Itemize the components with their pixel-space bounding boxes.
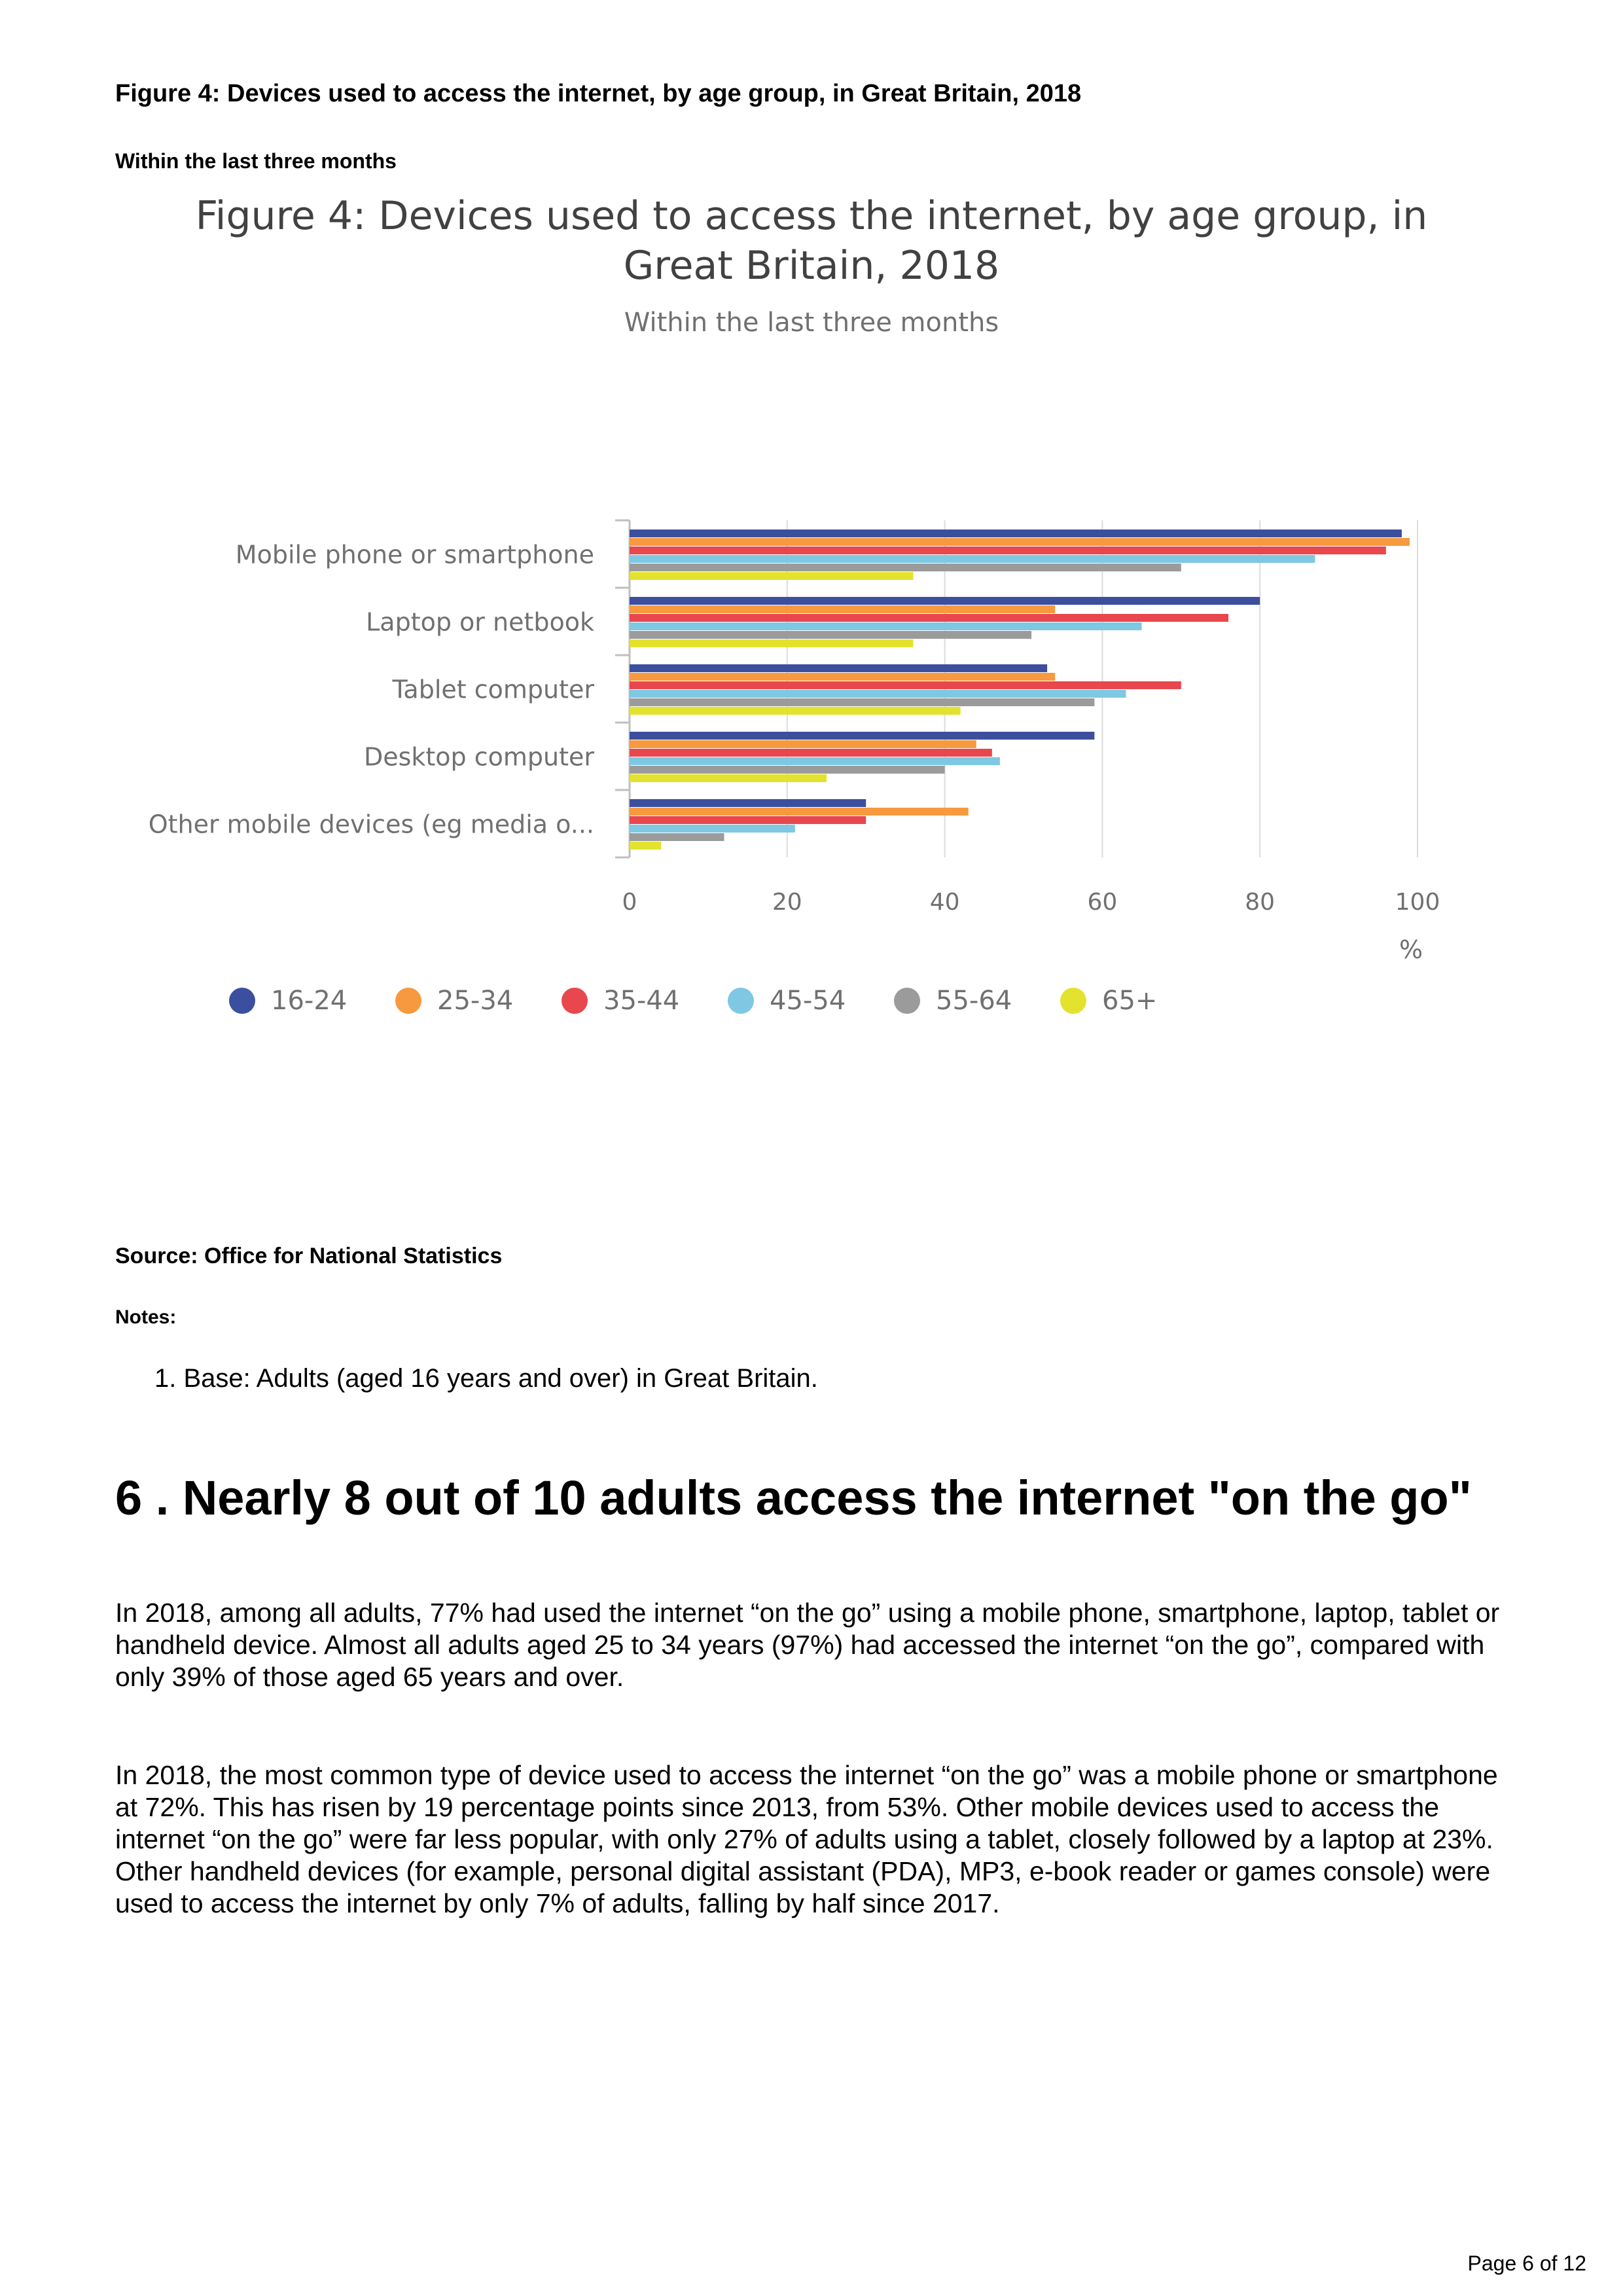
notes-heading: Notes: (115, 1306, 177, 1328)
legend-item (1060, 986, 1226, 1016)
bar (630, 766, 945, 774)
chart-legend (229, 986, 1226, 1016)
legend-label: 55-64 (936, 986, 1012, 1016)
legend-swatch (562, 988, 588, 1014)
bar (630, 732, 1094, 740)
bar (630, 690, 1126, 698)
bar (630, 799, 866, 807)
bar (630, 749, 992, 757)
legend-item (229, 986, 395, 1016)
y-category-label: Other mobile devices (eg media o... (148, 810, 594, 839)
bar (630, 833, 724, 841)
legend-swatch (894, 988, 920, 1014)
page-number: Page 6 of 12 (1467, 2251, 1586, 2275)
section-heading: 6 . Nearly 8 out of 10 adults access the internet "on the go" (115, 1471, 1472, 1525)
body-paragraph: In 2018, among all adults, 77% had used the internet “on the go” using a mobile phone, smartphone, laptop, tablet or handheld device. Almost all adults aged 25 to 34 years (97%) had accessed the internet “on the go”, compared with only 39% of those aged 65 years and over. (115, 1598, 1500, 1692)
legend-item (395, 986, 562, 1016)
legend-label: 65+ (1102, 986, 1158, 1016)
bar (630, 698, 1094, 706)
bar (630, 605, 1055, 613)
chart-title (0, 191, 1623, 291)
legend-item (894, 986, 1060, 1016)
bar-chart (0, 484, 1623, 969)
bar (630, 622, 1142, 630)
y-category-label: Tablet computer (392, 675, 594, 704)
chart-title-line-1: Figure 4: Devices used to access the internet, by age group, in (195, 193, 1428, 239)
figure-heading: Figure 4: Devices used to access the internet, by age group, in Great Britain, 2018 (115, 80, 1082, 107)
x-tick-label: 60 (1087, 889, 1118, 916)
bar (630, 564, 1181, 571)
bar (630, 825, 795, 833)
x-tick-label: 80 (1245, 889, 1275, 916)
chart-title-line-2: Great Britain, 2018 (623, 243, 1000, 289)
legend-label: 45-54 (770, 986, 846, 1016)
chart-subtitle: Within the last three months (624, 308, 999, 338)
bar (630, 529, 1402, 537)
x-tick-label: 20 (772, 889, 802, 916)
x-axis-label: % (1399, 935, 1423, 964)
bar (630, 842, 661, 850)
bar (630, 808, 969, 816)
legend-swatch (229, 988, 255, 1014)
bar (630, 538, 1410, 546)
bar (630, 740, 976, 748)
x-tick-label: 100 (1395, 889, 1440, 916)
bar (630, 673, 1055, 681)
legend-swatch (728, 988, 754, 1014)
bar (630, 816, 866, 824)
legend-label: 35-44 (603, 986, 680, 1016)
bar (630, 614, 1228, 622)
legend-item (562, 986, 728, 1016)
bar (630, 555, 1315, 563)
figure-subheading: Within the last three months (115, 149, 397, 173)
x-tick-label: 40 (929, 889, 960, 916)
source-note: Source: Office for National Statistics (115, 1244, 503, 1268)
y-category-label: Mobile phone or smartphone (235, 540, 594, 569)
bar (630, 597, 1260, 605)
note-item: 1. Base: Adults (aged 16 years and over) in Great Britain. (154, 1364, 818, 1393)
bar (630, 547, 1386, 554)
bar (630, 707, 961, 715)
body-paragraph: In 2018, the most common type of device used to access the internet “on the go” was a mobile phone or smartphone at 72%. This has risen by 19 percentage points since 2013, from 53%. Other mobile devices used to access the internet “on the go” were far less popular, with only 27% of adults using a tablet, closely followed by a laptop at 23%. Other handheld devices (for example, personal digital assistant (PDA), MP3, e-book reader or games console) were used to access the internet by only 7% of adults, falling by half since 2017. (115, 1760, 1498, 1918)
bar (630, 681, 1181, 689)
bar (630, 664, 1047, 672)
bar (630, 639, 913, 647)
legend-swatch (1060, 988, 1086, 1014)
legend-label: 25-34 (437, 986, 514, 1016)
legend-item (728, 986, 894, 1016)
legend-label: 16-24 (271, 986, 348, 1016)
bar (630, 774, 827, 782)
legend-swatch (395, 988, 421, 1014)
y-category-label: Laptop or netbook (366, 607, 594, 637)
x-tick-label: 0 (622, 889, 637, 916)
bar (630, 631, 1031, 639)
y-category-label: Desktop computer (363, 742, 594, 772)
bar (630, 572, 913, 580)
bar (630, 757, 1000, 765)
